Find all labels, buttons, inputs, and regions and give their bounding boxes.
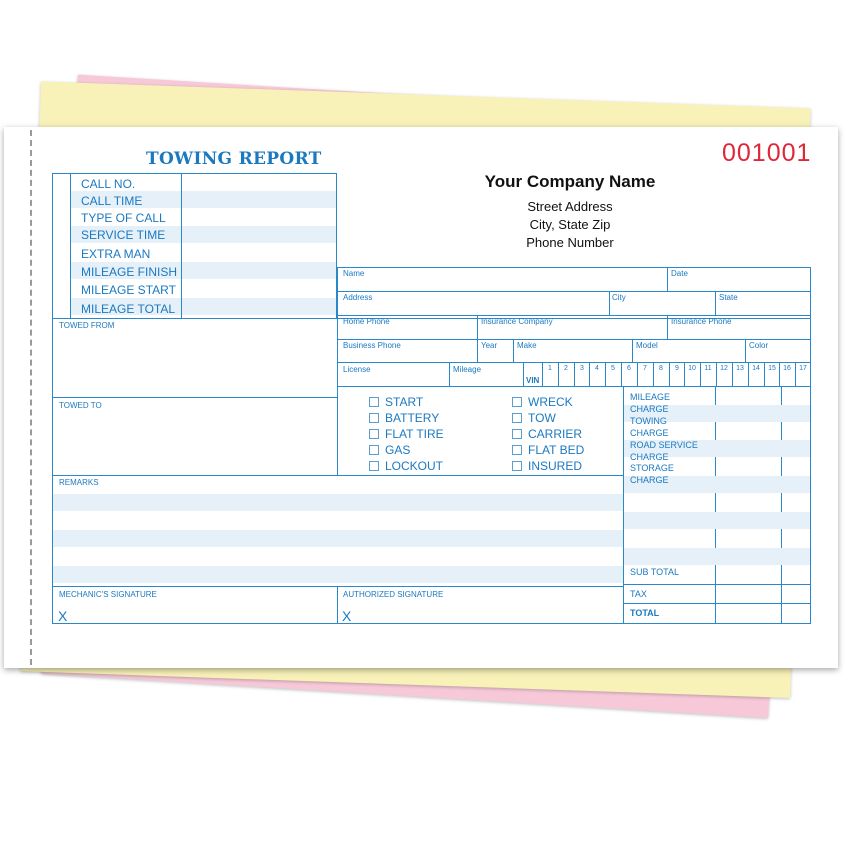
vin-digit-label: 14 [752,365,760,372]
vin-digit-label: 11 [704,365,712,372]
towed-from-label: TOWED FROM [59,321,115,330]
vin-digit-label: 16 [783,365,791,372]
service-option-label: WRECK [528,395,573,409]
charge-label: TOWING [630,416,667,426]
company-street: Street Address [527,199,613,214]
service-option-label: LOCKOUT [385,459,444,473]
company-city-state-zip: City, State Zip [529,217,611,232]
authorized-signature-mark: X [342,608,352,624]
vin-digit-label: 7 [643,365,647,372]
charge-label: CHARGE [630,452,669,462]
call-field-label: MILEAGE TOTAL [81,302,176,316]
vin-digit-label: 4 [595,365,599,372]
service-option-label: CARRIER [528,427,583,441]
charge-label: CHARGE [630,475,669,485]
start-checkbox[interactable] [369,397,379,407]
call-field-label: SERVICE TIME [81,228,166,242]
charge-label: STORAGE [630,463,674,473]
home-phone-field-label: Home Phone [343,317,390,326]
mechanic-signature-mark: X [58,608,68,624]
call-field-label: CALL NO. [81,177,136,191]
call-field-label: MILEAGE FINISH [81,265,178,279]
city-field-label: City [612,293,626,302]
insured-checkbox[interactable] [512,461,522,471]
year-field-label: Year [481,341,498,350]
company-phone: Phone Number [526,235,614,250]
service-option-label: BATTERY [385,411,440,425]
charge-label: CHARGE [630,404,669,414]
charge-label: ROAD SERVICE [630,440,698,450]
model-field-label: Model [636,341,658,350]
gas-checkbox[interactable] [369,445,379,455]
vin-digit-label: 12 [720,365,728,372]
vin-digit-label: 15 [768,365,776,372]
call-field-label: EXTRA MAN [81,247,151,261]
authorized-signature-label: AUTHORIZED SIGNATURE [343,590,444,599]
state-field-label: State [719,293,738,302]
service-option-label: FLAT BED [528,443,585,457]
lockout-checkbox[interactable] [369,461,379,471]
sub-total-label: SUB TOTAL [630,567,680,577]
service-option-label: FLAT TIRE [385,427,444,441]
flat-bed-checkbox[interactable] [512,445,522,455]
wreck-checkbox[interactable] [512,397,522,407]
service-option-label: TOW [528,411,556,425]
vin-digit-label: 17 [799,365,807,372]
serial-number: 001001 [722,139,812,167]
vin-digit-label: 13 [736,365,744,372]
service-option-label: GAS [385,443,411,457]
company-name: Your Company Name [484,172,656,191]
battery-checkbox[interactable] [369,413,379,423]
charge-label: MILEAGE [630,392,671,402]
vin-digit-label: 8 [659,365,663,372]
license-field-label: License [343,365,371,374]
insurance-company-field-label: Insurance Company [481,317,553,326]
total-label: TOTAL [630,608,660,618]
charge-label: CHARGE [630,428,669,438]
call-field-label: CALL TIME [81,194,143,208]
service-option-label: START [385,395,424,409]
vin-digit-label: 6 [627,365,631,372]
vin-digit-label: 1 [548,365,552,372]
mechanic-signature-label: MECHANIC'S SIGNATURE [59,590,157,599]
tow-checkbox[interactable] [512,413,522,423]
vin-digit-label: 5 [611,365,615,372]
call-field-label: MILEAGE START [81,283,176,297]
address-field-label: Address [343,293,373,302]
name-field-label: Name [343,269,365,278]
remarks-label: REMARKS [59,478,99,487]
carrier-checkbox[interactable] [512,429,522,439]
perforation-line [30,130,32,665]
mileage-field-label: Mileage [453,365,482,374]
service-option-label: INSURED [528,459,583,473]
date-field-label: Date [671,269,688,278]
vin-digit-label: 10 [688,365,696,372]
vin-field-label: VIN [526,376,540,385]
color-field-label: Color [749,341,769,350]
insurance-phone-field-label: Insurance Phone [671,317,732,326]
towed-to-label: TOWED TO [59,401,102,410]
vin-digit-label: 2 [564,365,568,372]
business-phone-field-label: Business Phone [343,341,401,350]
tax-label: TAX [630,589,647,599]
call-field-label: TYPE OF CALL [81,211,166,225]
vin-digit-label: 3 [580,365,584,372]
form-title: TOWING REPORT [146,149,322,169]
vin-digit-label: 9 [675,365,679,372]
make-field-label: Make [517,341,537,350]
flat-tire-checkbox[interactable] [369,429,379,439]
